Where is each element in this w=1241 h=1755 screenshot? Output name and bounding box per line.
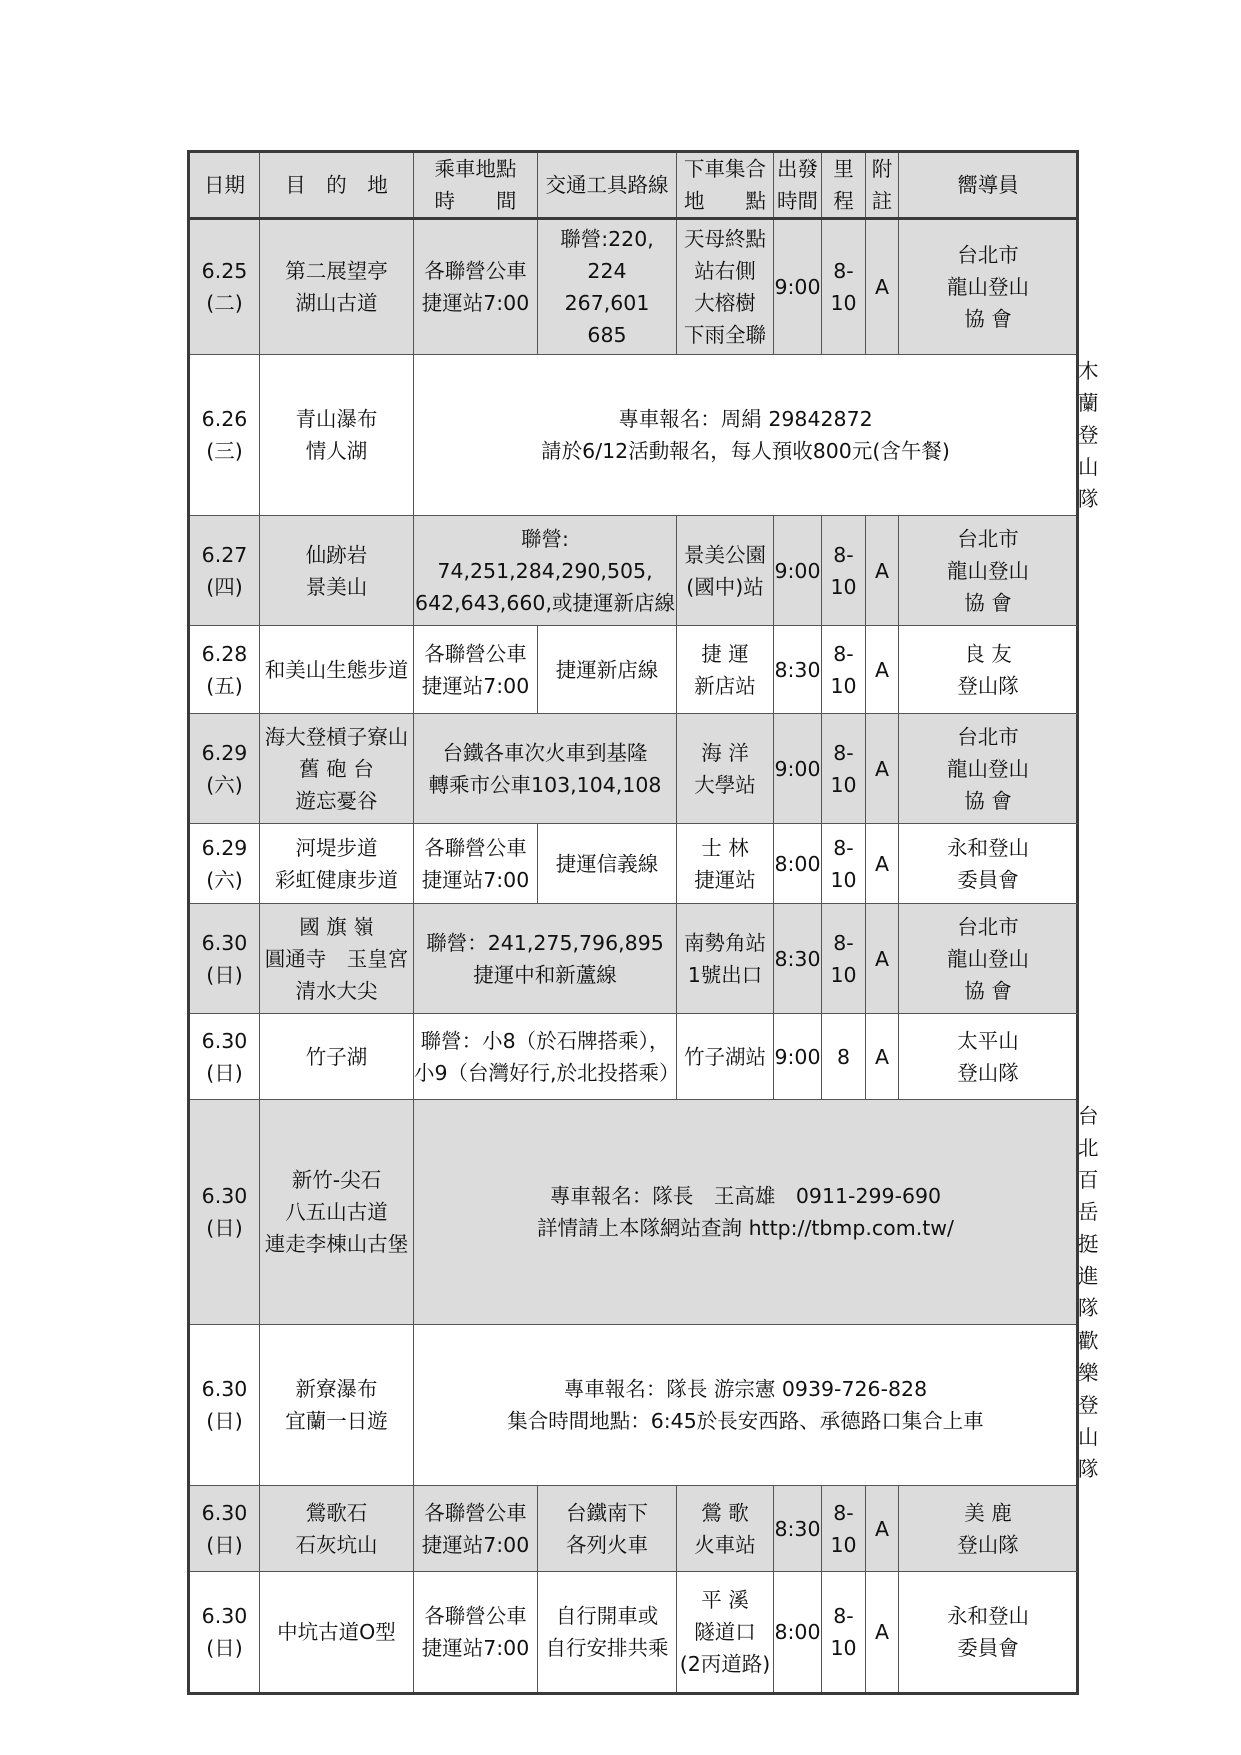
row-date: 6.26 (三) xyxy=(189,355,260,516)
row-destination: 青山瀑布 情人湖 xyxy=(260,355,414,516)
row-transport: 自行開車或 自行安排共乘 xyxy=(538,1572,677,1694)
header-row xyxy=(189,152,1078,219)
header-boarding: 乘車地點 時 間 xyxy=(414,152,538,219)
row-depart: 8:30 xyxy=(774,626,822,714)
row-distance: 8-10 xyxy=(822,714,866,824)
header-date: 日期 xyxy=(189,152,260,219)
row-guide: 永和登山 委員會 xyxy=(899,1572,1078,1694)
row-meeting: 士 林 捷運站 xyxy=(677,824,774,904)
row-merged-info: 專車報名：周絹 29842872 請於6/12活動報名，每人預收800元(含午餐) xyxy=(414,355,1078,516)
row-distance: 8 xyxy=(822,1014,866,1100)
row-depart: 8:30 xyxy=(774,904,822,1014)
row-boarding: 各聯營公車 捷運站7:00 xyxy=(414,1572,538,1694)
row-guide: 台北市 龍山登山 協 會 xyxy=(899,516,1078,626)
row-boarding: 各聯營公車 捷運站7:00 xyxy=(414,824,538,904)
row-date: 6.25 (二) xyxy=(189,219,260,355)
row-distance: 8-10 xyxy=(822,1572,866,1694)
row-meeting: 天母終點 站右側 大榕樹 下雨全聯 xyxy=(677,219,774,355)
row-note: A xyxy=(866,1572,899,1694)
row-merged-info: 專車報名：隊長 游宗憲 0939-726-828 集合時間地點：6:45於長安西路、承德路口集合上車 xyxy=(414,1325,1078,1486)
row-guide: 永和登山 委員會 xyxy=(899,824,1078,904)
row-date: 6.28 (五) xyxy=(189,626,260,714)
table-row: 6.26 (三) 青山瀑布 情人湖 專車報名：周絹 29842872 請於6/12活動報名，每人預收800元(含午餐) 木 蘭 登山隊 xyxy=(189,355,1078,516)
row-boarding: 各聯營公車 捷運站7:00 xyxy=(414,626,538,714)
row-meeting: 景美公園 (國中)站 xyxy=(677,516,774,626)
row-depart: 9:00 xyxy=(774,714,822,824)
row-boarding: 各聯營公車 捷運站7:00 xyxy=(414,219,538,355)
table-row xyxy=(189,714,1078,824)
header-transport: 交通工具路線 xyxy=(538,152,677,219)
schedule-table xyxy=(187,150,1099,1695)
row-meeting: 平 溪 隧道口 (2丙道路) xyxy=(677,1572,774,1694)
row-distance: 8-10 xyxy=(822,824,866,904)
row-guide: 太平山 登山隊 xyxy=(899,1014,1078,1100)
row-boarding: 各聯營公車 捷運站7:00 xyxy=(414,1486,538,1572)
row-meeting: 竹子湖站 xyxy=(677,1014,774,1100)
table-row xyxy=(189,1572,1078,1694)
row-guide: 良 友 登山隊 xyxy=(899,626,1078,714)
row-destination: 鶯歌石 石灰坑山 xyxy=(260,1486,414,1572)
row-date: 6.27 (四) xyxy=(189,516,260,626)
row-note: A xyxy=(866,904,899,1014)
table-row xyxy=(189,1014,1078,1100)
row-meeting: 南勢角站 1號出口 xyxy=(677,904,774,1014)
row-note: A xyxy=(866,219,899,355)
table-row xyxy=(189,824,1078,904)
row-guide: 台北市 龍山登山 協 會 xyxy=(899,219,1078,355)
row-date: 6.30 (日) xyxy=(189,1572,260,1694)
row-destination: 第二展望亭 湖山古道 xyxy=(260,219,414,355)
row-meeting: 捷 運 新店站 xyxy=(677,626,774,714)
table-row: 6.30 (日) 新竹-尖石 八五山古道 連走李棟山古堡 專車報名：隊長 王高雄 0911-299-690 詳情請上本隊網站查詢 http://tbmp.com.tw/ 台北百岳 挺進隊 xyxy=(189,1100,1078,1325)
row-depart: 9:00 xyxy=(774,516,822,626)
table-row xyxy=(189,219,1078,355)
row-note: A xyxy=(866,626,899,714)
row-transport: 聯營:220, 224 267,601 685 xyxy=(538,219,677,355)
row-depart: 9:00 xyxy=(774,219,822,355)
table-row xyxy=(189,904,1078,1014)
row-guide: 美 鹿 登山隊 xyxy=(899,1486,1078,1572)
row-route-info: 聯營：241,275,796,895 捷運中和新蘆線 xyxy=(414,904,677,1014)
row-date: 6.30 (日) xyxy=(189,1100,260,1325)
header-distance: 里 程 xyxy=(822,152,866,219)
header-note: 附 註 xyxy=(866,152,899,219)
row-date: 6.30 (日) xyxy=(189,1014,260,1100)
row-meeting: 海 洋 大學站 xyxy=(677,714,774,824)
header-meeting: 下車集合 地 點 xyxy=(677,152,774,219)
row-route-info: 台鐵各車次火車到基隆 轉乘市公車103,104,108 xyxy=(414,714,677,824)
row-route-info: 聯營：小8（於石牌搭乘）， 小9（台灣好行,於北投搭乘） xyxy=(414,1014,677,1100)
header-depart: 出發 時間 xyxy=(774,152,822,219)
row-destination: 河堤步道 彩虹健康步道 xyxy=(260,824,414,904)
row-date: 6.30 (日) xyxy=(189,904,260,1014)
row-destination: 新寮瀑布 宜蘭一日遊 xyxy=(260,1325,414,1486)
row-date: 6.29 (六) xyxy=(189,714,260,824)
row-distance: 8-10 xyxy=(822,516,866,626)
row-depart: 8:00 xyxy=(774,824,822,904)
row-depart: 8:00 xyxy=(774,1572,822,1694)
table-row xyxy=(189,1486,1078,1572)
row-destination: 海大登槓子寮山 舊 砲 台 遊忘憂谷 xyxy=(260,714,414,824)
row-meeting: 鶯 歌 火車站 xyxy=(677,1486,774,1572)
header-destination: 目 的 地 xyxy=(260,152,414,219)
row-transport: 捷運新店線 xyxy=(538,626,677,714)
header-guide: 嚮導員 xyxy=(899,152,1078,219)
row-date: 6.30 (日) xyxy=(189,1486,260,1572)
row-transport: 台鐵南下 各列火車 xyxy=(538,1486,677,1572)
row-date: 6.29 (六) xyxy=(189,824,260,904)
row-date: 6.30 (日) xyxy=(189,1325,260,1486)
row-note: A xyxy=(866,516,899,626)
row-distance: 8-10 xyxy=(822,626,866,714)
table-row xyxy=(189,626,1078,714)
row-guide: 台北市 龍山登山 協 會 xyxy=(899,904,1078,1014)
row-destination: 和美山生態步道 xyxy=(260,626,414,714)
row-distance: 8-10 xyxy=(822,904,866,1014)
row-merged-info: 專車報名：隊長 王高雄 0911-299-690 詳情請上本隊網站查詢 http://tbmp.com.tw/ xyxy=(414,1100,1078,1325)
row-note: A xyxy=(866,1014,899,1100)
row-note: A xyxy=(866,824,899,904)
row-destination: 中坑古道O型 xyxy=(260,1572,414,1694)
row-route-info: 聯營: 74,251,284,290,505, 642,643,660,或捷運新店線 xyxy=(414,516,677,626)
row-destination: 仙跡岩 景美山 xyxy=(260,516,414,626)
row-distance: 8-10 xyxy=(822,219,866,355)
row-distance: 8-10 xyxy=(822,1486,866,1572)
row-depart: 8:30 xyxy=(774,1486,822,1572)
row-destination: 竹子湖 xyxy=(260,1014,414,1100)
row-depart: 9:00 xyxy=(774,1014,822,1100)
table-row xyxy=(189,516,1078,626)
row-note: A xyxy=(866,714,899,824)
row-destination: 國 旗 嶺 圓通寺 玉皇宮 清水大尖 xyxy=(260,904,414,1014)
table-row: 6.30 (日) 新寮瀑布 宜蘭一日遊 專車報名：隊長 游宗憲 0939-726-828 集合時間地點：6:45於長安西路、承德路口集合上車 歡 樂 登山隊 xyxy=(189,1325,1078,1486)
row-destination: 新竹-尖石 八五山古道 連走李棟山古堡 xyxy=(260,1100,414,1325)
row-note: A xyxy=(866,1486,899,1572)
row-guide: 台北市 龍山登山 協 會 xyxy=(899,714,1078,824)
row-transport: 捷運信義線 xyxy=(538,824,677,904)
